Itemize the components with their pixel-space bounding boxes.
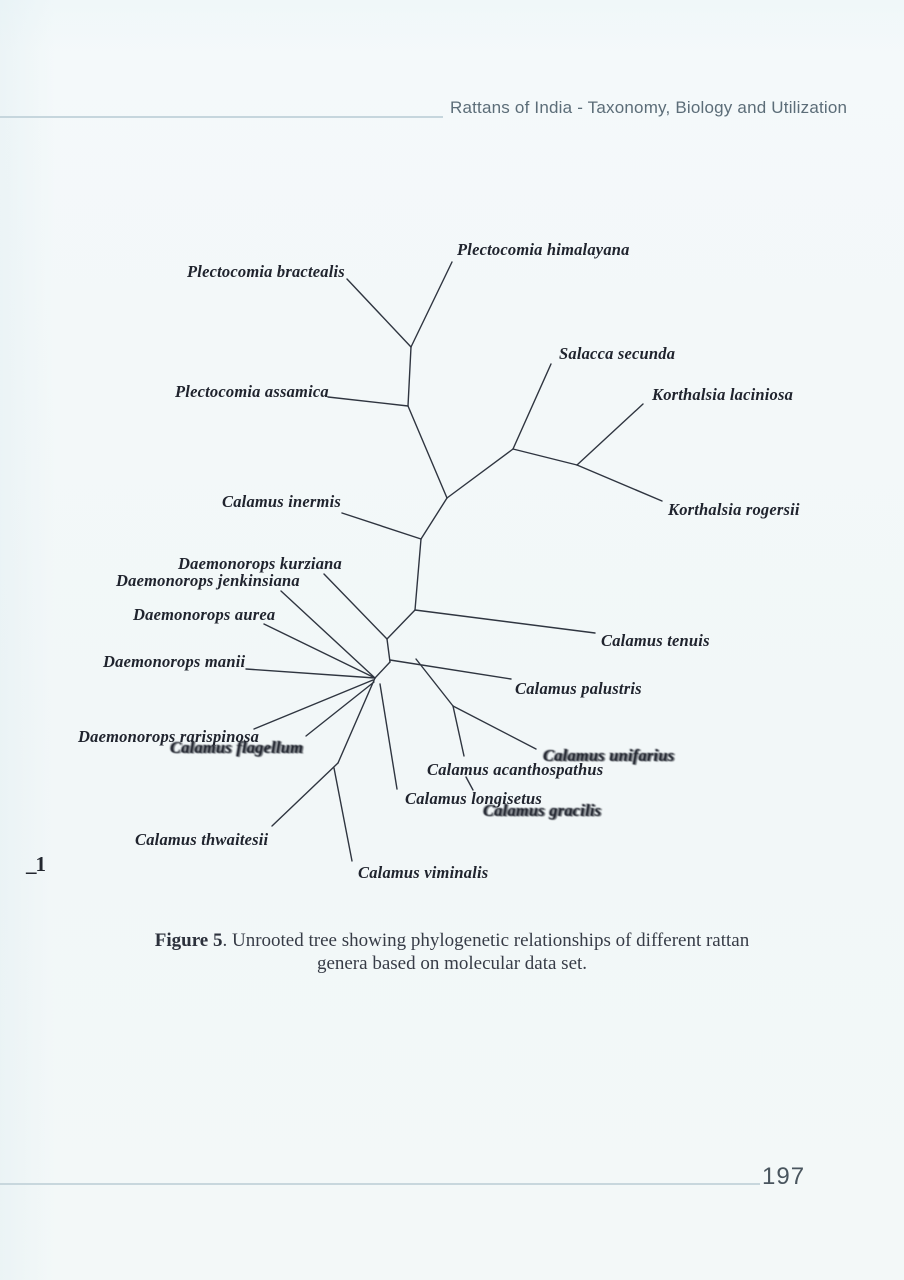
- taxon-label: Calamus tenuis: [601, 631, 710, 650]
- taxon-label: Calamus flagellum: [170, 738, 304, 757]
- taxon-label: Salacca secunda: [559, 344, 676, 363]
- tree-branch: [421, 498, 447, 539]
- tree-branch: [306, 682, 374, 736]
- tree-branch: [328, 397, 408, 406]
- tree-branch: [347, 279, 411, 347]
- tree-branch: [254, 680, 373, 729]
- caption-line-1: [0, 929, 904, 952]
- taxon-label: Daemonorops manii: [103, 652, 246, 671]
- tree-branch: [324, 574, 387, 639]
- tree-branch: [264, 624, 375, 678]
- taxon-label: Korthalsia rogersii: [668, 500, 800, 519]
- taxon-label: Daemonorops rarispinosa: [78, 727, 260, 746]
- taxon-label: Daemonorops aurea: [133, 605, 276, 624]
- taxon-label: Daemonorops kurziana: [178, 554, 342, 573]
- caption-line-2: genera based on molecular data set.: [316, 953, 588, 974]
- taxon-label: Calamus acanthospathus: [427, 760, 604, 779]
- taxon-label: Calamus inermis: [222, 492, 341, 511]
- tree-branch: [334, 768, 352, 861]
- figure-caption: [0, 929, 904, 975]
- tree-branch: [272, 763, 338, 826]
- taxon-label: Calamus viminalis: [358, 863, 489, 882]
- taxon-label: Plectocomia bractealis: [187, 262, 345, 281]
- page-number: 197: [762, 1163, 806, 1190]
- tree-branch: [408, 406, 447, 498]
- scale-mark: _1: [26, 852, 45, 876]
- tree-branch: [408, 347, 411, 406]
- caption-line-1-text: . Unrooted tree showing phylogenetic relationships of different rattan: [222, 930, 750, 951]
- tree-branch: [513, 449, 577, 465]
- tree-branch: [415, 539, 421, 610]
- tree-branch: [246, 669, 375, 678]
- tree-branch: [281, 591, 375, 678]
- caption-figure-label: Figure 5: [154, 930, 223, 951]
- tree-branch: [447, 449, 513, 498]
- tree-branch: [390, 660, 511, 679]
- tree-branch: [453, 706, 464, 756]
- tree-branch: [411, 262, 452, 347]
- taxon-label: Calamus gracilis: [483, 801, 602, 820]
- taxon-label: Calamus unifarius: [543, 746, 675, 765]
- footer-rule: [0, 1183, 760, 1185]
- tree-branch: [380, 684, 397, 789]
- tree-branch: [577, 465, 662, 501]
- tree-branch: [415, 610, 595, 633]
- running-header: Rattans of India - Taxonomy, Biology and Utilization: [450, 98, 848, 117]
- tree-branch: [577, 404, 643, 465]
- taxon-label: Plectocomia assamica: [175, 382, 329, 401]
- tree-branch: [342, 513, 421, 539]
- taxon-label: Daemonorops jenkinsiana: [116, 571, 300, 590]
- tree-branch: [387, 639, 390, 662]
- tree-branch: [387, 610, 415, 639]
- tree-branch: [416, 659, 453, 706]
- taxon-label: Plectocomia himalayana: [457, 240, 630, 259]
- tree-branch: [513, 364, 551, 449]
- taxon-label: Calamus thwaitesii: [135, 830, 269, 849]
- tree-branch: [338, 678, 375, 763]
- taxon-label: Calamus palustris: [515, 679, 642, 698]
- tree-branch: [453, 706, 536, 749]
- taxon-label: Calamus longisetus: [405, 789, 543, 808]
- taxon-label: Korthalsia laciniosa: [652, 385, 794, 404]
- tree-branch: [375, 662, 390, 678]
